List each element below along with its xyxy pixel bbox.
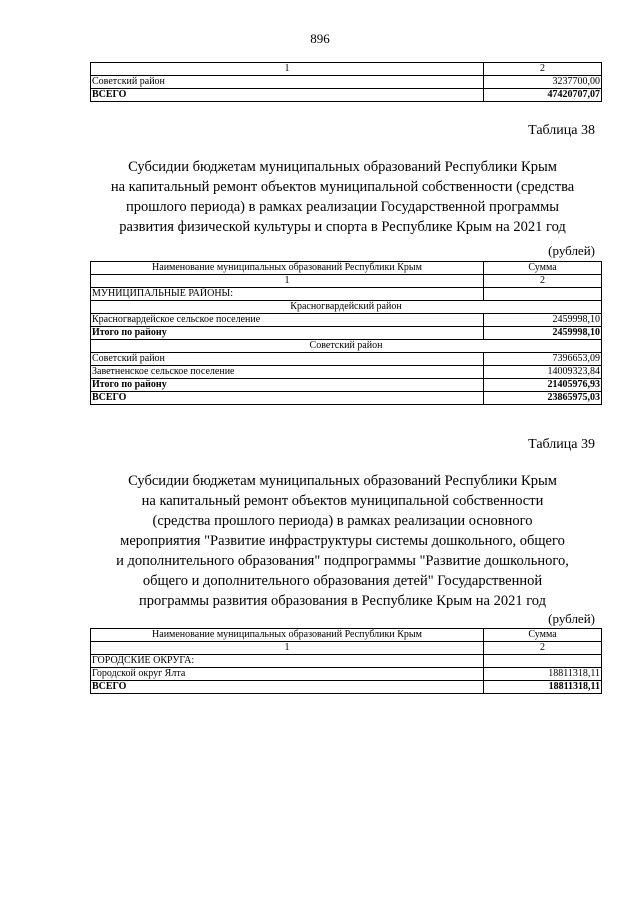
total-value: 47420707,07 — [484, 89, 602, 102]
section-label: ГОРОДСКИЕ ОКРУГА: — [91, 655, 484, 668]
table-row-total — [91, 89, 602, 102]
table-38-title — [90, 157, 595, 237]
title-line: прошлого периода) в рамках реализации Государственной программы — [125, 199, 560, 215]
column-index-1: 1 — [91, 63, 484, 76]
empty-cell — [484, 655, 602, 668]
table-row — [91, 366, 602, 379]
title-line: на капитальный ремонт объектов муниципальной собственности (средства — [110, 179, 575, 195]
table-header — [91, 629, 602, 642]
column-index-1: 1 — [91, 275, 484, 288]
table-38 — [90, 261, 602, 405]
total-label: ВСЕГО — [91, 681, 484, 694]
table-38-units: (рублей) — [548, 243, 595, 258]
continuation-table — [90, 62, 602, 102]
title-line: Субсидии бюджетам муниципальных образований Республики Крым — [128, 159, 557, 175]
group-title-row — [91, 340, 602, 353]
table-row — [91, 642, 602, 655]
subtotal-row — [91, 379, 602, 392]
table-39-units: (рублей) — [548, 611, 595, 626]
table-row — [91, 668, 602, 681]
table-38-caption: Таблица 38 — [528, 123, 595, 138]
title-line: на капитальный ремонт объектов муниципальной собственности — [141, 493, 544, 509]
title-line: развития физической культуры и спорта в Республике Крым на 2021 год — [119, 219, 566, 235]
title-line: (средства прошлого периода) в рамках реализации основного — [152, 513, 533, 529]
row-value: 18811318,11 — [484, 668, 602, 681]
row-name: Советский район — [91, 353, 484, 366]
title-line: Субсидии бюджетам муниципальных образований Республики Крым — [128, 473, 557, 489]
total-value: 18811318,11 — [484, 681, 602, 694]
column-index-2: 2 — [484, 275, 602, 288]
table-row-total — [91, 681, 602, 694]
group-title: Советский район — [91, 340, 602, 353]
section-label: МУНИЦИПАЛЬНЫЕ РАЙОНЫ: — [91, 288, 484, 301]
column-index-2: 2 — [484, 63, 602, 76]
row-value: 14009323,84 — [484, 366, 602, 379]
table-header — [91, 262, 602, 275]
table-row — [91, 63, 602, 76]
group-title: Красногвардейский район — [91, 301, 602, 314]
header-name: Наименование муниципальных образований Республики Крым — [91, 262, 484, 275]
section-row — [91, 655, 602, 668]
row-name: Городской округ Ялта — [91, 668, 484, 681]
subtotal-row — [91, 327, 602, 340]
table-row — [91, 76, 602, 89]
subtotal-value: 21405976,93 — [484, 379, 602, 392]
table-39-caption: Таблица 39 — [528, 437, 595, 452]
total-label: ВСЕГО — [91, 392, 484, 405]
column-index-1: 1 — [91, 642, 484, 655]
title-line: общего и дополнительного образования детей" Государственной — [142, 573, 543, 589]
title-line: и дополнительного образования" подпрограммы "Развитие дошкольного, — [116, 553, 569, 569]
table-row — [91, 314, 602, 327]
header-sum: Сумма — [484, 629, 602, 642]
page-number: 896 — [310, 31, 330, 46]
subtotal-label: Итого по району — [91, 379, 484, 392]
total-label: ВСЕГО — [91, 89, 484, 102]
subtotal-label: Итого по району — [91, 327, 484, 340]
header-sum: Сумма — [484, 262, 602, 275]
column-index-2: 2 — [484, 642, 602, 655]
row-name: Красногвардейское сельское поселение — [91, 314, 484, 327]
row-value: 7396653,09 — [484, 353, 602, 366]
title-line: мероприятия "Развитие инфраструктуры системы дошкольного, общего — [120, 533, 565, 549]
row-name: Заветненское сельское поселение — [91, 366, 484, 379]
group-title-row — [91, 301, 602, 314]
table-row — [91, 353, 602, 366]
subtotal-value: 2459998,10 — [484, 327, 602, 340]
empty-cell — [484, 288, 602, 301]
row-name: Советский район — [91, 76, 484, 89]
title-line: программы развития образования в Республике Крым на 2021 год — [139, 593, 546, 609]
table-row-total — [91, 392, 602, 405]
table-39-title — [90, 471, 595, 611]
table-39 — [90, 628, 602, 694]
table-row — [91, 275, 602, 288]
header-name: Наименование муниципальных образований Республики Крым — [91, 629, 484, 642]
total-value: 23865975,03 — [484, 392, 602, 405]
row-value: 3237700,00 — [484, 76, 602, 89]
section-row — [91, 288, 602, 301]
row-value: 2459998,10 — [484, 314, 602, 327]
